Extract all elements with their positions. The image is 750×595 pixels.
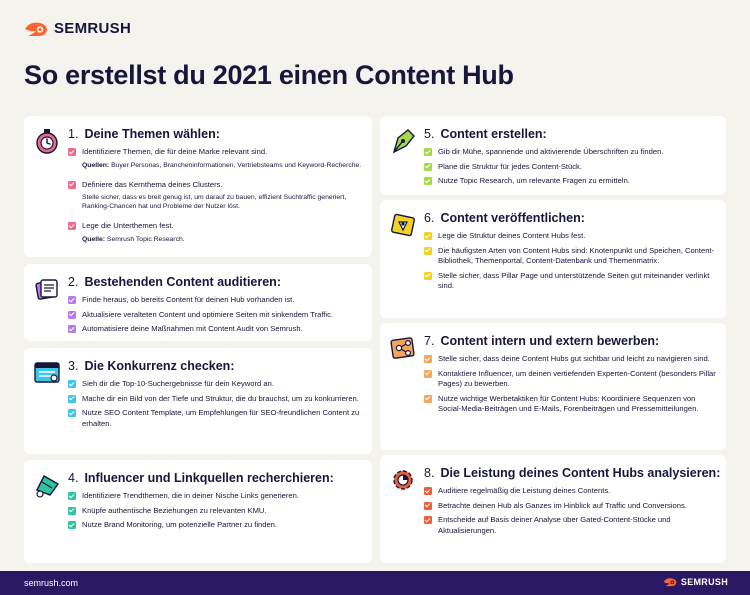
item-text: Sieh dir die Top-10-Suchergebnisse für dein Keyword an. — [82, 379, 274, 388]
checkbox-icon — [68, 296, 76, 304]
section-number: 1. — [68, 127, 79, 141]
checkbox-icon — [424, 232, 432, 240]
rocket-icon — [388, 210, 418, 240]
item-text: Mache dir ein Bild von der Tiefe und Struktur, die du brauchst, um zu konkurrieren. — [82, 393, 359, 403]
item-text: Plane die Struktur für jedes Content-Stück. — [438, 161, 582, 171]
semrush-wordmark: SEMRUSH — [54, 20, 132, 37]
semrush-flame-icon — [24, 21, 48, 37]
checkbox-icon — [424, 487, 432, 495]
megaphone-icon — [32, 470, 62, 500]
checkbox-icon — [68, 492, 76, 500]
section-title: Content veröffentlichen: — [440, 211, 585, 225]
checklist — [424, 354, 718, 419]
footer-url[interactable]: semrush.com — [24, 578, 79, 588]
checkbox-icon — [424, 395, 432, 403]
section-card-6 — [380, 200, 726, 318]
checkbox-icon — [68, 325, 76, 333]
item-text: Kontaktiere Influencer, um deinen vertiefenden Experten-Content (besonders Pillar Pages) zu bewerben. — [438, 368, 716, 388]
section-heading — [424, 466, 720, 480]
item-detail-label: Quellen: — [82, 161, 110, 169]
item-text: Knüpfe authentische Beziehungen zu relevanten KMU. — [82, 505, 267, 515]
section-number: 6. — [424, 211, 435, 225]
section-heading — [68, 359, 234, 373]
section-card-3 — [24, 348, 372, 454]
section-heading — [68, 127, 220, 141]
item-text: Auditiere regelmäßig die Leistung deines Contents. — [438, 486, 611, 495]
gear-chart-icon — [388, 465, 418, 495]
footer-logo — [663, 577, 728, 587]
item-text: Nutze Topic Research, um relevante Fragen zu ermitteln. — [438, 176, 630, 185]
footer-wordmark: SEMRUSH — [680, 577, 728, 587]
item-text: Definiere das Kernthema deines Clusters. — [82, 179, 223, 189]
section-card-7 — [380, 323, 726, 450]
checklist-item — [68, 408, 364, 429]
checklist-item — [424, 176, 718, 187]
checklist-item — [68, 324, 364, 335]
checklist-item — [68, 295, 364, 306]
section-title: Die Leistung deines Content Hubs analysieren: — [440, 466, 721, 480]
checkbox-icon — [424, 502, 432, 510]
section-title: Content erstellen: — [440, 127, 547, 141]
item-text: Identifiziere Trendthemen, die in deiner Nische Links generieren. — [82, 491, 299, 500]
section-card-2 — [24, 264, 372, 341]
item-text: Nutze Brand Monitoring, um potenzielle Partner zu finden. — [82, 520, 278, 529]
section-card-8 — [380, 455, 726, 563]
item-text: Lege die Unterthemen fest. — [82, 221, 174, 230]
section-number: 3. — [68, 359, 79, 373]
checkbox-icon — [424, 370, 432, 378]
checklist-item — [424, 369, 718, 390]
checkbox-icon — [424, 516, 432, 524]
section-number: 2. — [68, 275, 79, 289]
item-detail-text: Stelle sicher, dass es breit genug ist, um darauf zu bauen, effizient Suchtraffic generiert, Ranking-Chancen hat und Probleme der Nutzer löst. — [82, 194, 347, 210]
item-text: Finde heraus, ob bereits Content für deinen Hub vorhanden ist. — [82, 295, 295, 304]
semrush-flame-icon — [663, 577, 677, 587]
item-detail — [82, 235, 364, 244]
checkbox-icon — [68, 409, 76, 417]
section-heading — [424, 127, 547, 141]
browser-window-icon — [32, 358, 62, 388]
checklist-item — [68, 506, 364, 517]
item-text: Stelle sicher, dass deine Content Hubs gut sichtbar und leicht zu navigieren sind. — [438, 354, 710, 363]
item-detail-text: Semrush Topic Research. — [105, 235, 185, 243]
checklist — [68, 295, 364, 339]
checkbox-icon — [424, 163, 432, 171]
section-number: 5. — [424, 127, 435, 141]
item-text: Nutze wichtige Werbetaktiken für Content Hubs: Koordiniere Sequenzen von Social-Media-Beiträgen und E-Mails, Forenbeiträgen und Pressemitteilungen. — [438, 393, 699, 413]
checklist — [68, 491, 364, 535]
section-number: 8. — [424, 466, 435, 480]
section-card-1 — [24, 116, 372, 257]
checkbox-icon — [424, 177, 432, 185]
item-text: Lege die Struktur deines Content Hubs fest. — [438, 231, 586, 240]
checklist-item — [68, 394, 364, 405]
checklist-item — [424, 354, 718, 365]
checklist-item — [68, 520, 364, 531]
checklist-item — [424, 486, 718, 497]
checklist — [68, 147, 364, 248]
section-title: Content intern und extern bewerben: — [440, 334, 660, 348]
item-text: Gib dir Mühe, spannende und aktivierende Überschriften zu finden. — [438, 147, 664, 156]
item-text: Identifiziere Themen, die für deine Marke relevant sind. — [82, 147, 268, 156]
item-detail-text: Buyer Personas, Brancheninformationen, Vertriebsteams und Keyword-Recherche. — [109, 161, 362, 169]
checklist — [424, 231, 718, 296]
checklist-item — [68, 310, 364, 321]
section-title: Deine Themen wählen: — [84, 127, 220, 141]
checkbox-icon — [68, 395, 76, 403]
section-card-5 — [380, 116, 726, 195]
checklist — [68, 379, 364, 433]
document-stack-icon — [32, 274, 62, 304]
checkbox-icon — [68, 148, 76, 156]
section-number: 4. — [68, 471, 79, 485]
section-number: 7. — [424, 334, 435, 348]
checkbox-icon — [424, 355, 432, 363]
semrush-logo — [24, 20, 131, 37]
checklist-item — [424, 271, 718, 292]
section-title: Influencer und Linkquellen recherchieren: — [84, 471, 334, 485]
footer — [0, 571, 750, 595]
checklist-item — [68, 491, 364, 502]
pen-nib-icon — [388, 126, 418, 156]
checkbox-icon — [68, 222, 76, 230]
checkbox-icon — [424, 148, 432, 156]
checkbox-icon — [68, 380, 76, 388]
checkbox-icon — [68, 507, 76, 515]
checklist-item — [424, 501, 718, 512]
checklist — [424, 147, 718, 191]
checklist-item — [424, 231, 718, 242]
section-card-4 — [24, 460, 372, 563]
checklist-item — [68, 147, 364, 170]
stopwatch-icon — [32, 126, 62, 156]
section-title: Die Konkurrenz checken: — [84, 359, 235, 373]
section-heading — [68, 275, 281, 289]
checklist-item — [424, 394, 718, 415]
checkbox-icon — [68, 521, 76, 529]
checklist — [424, 486, 718, 540]
checkbox-icon — [424, 272, 432, 280]
checklist-item — [424, 162, 718, 173]
item-text: Die häufigsten Arten von Content Hubs sind: Knotenpunkt und Speichen, Content-Bibliothek, Themenportal, Content-Datenbank und Themenmatrix. — [438, 245, 715, 265]
item-text: Nutze SEO Content Template, um Empfehlungen für SEO-freundlichen Content zu erhalten. — [82, 408, 360, 428]
checklist-item — [424, 515, 718, 536]
item-text: Betrachte deinen Hub als Ganzes im Hinblick auf Traffic und Conversions. — [438, 500, 687, 510]
share-network-icon — [388, 333, 418, 363]
page-title: So erstellst du 2021 einen Content Hub — [24, 60, 514, 90]
section-heading — [68, 471, 334, 485]
checklist-item — [68, 221, 364, 244]
section-title: Bestehenden Content auditieren: — [84, 275, 281, 289]
item-text: Entscheide auf Basis deiner Analyse über Gated-Content-Stücke und Aktualisierungen. — [438, 515, 671, 535]
checkbox-icon — [68, 311, 76, 319]
checklist-item — [68, 180, 364, 212]
checkbox-icon — [68, 181, 76, 189]
checklist-item — [424, 147, 718, 158]
item-text: Automatisiere deine Maßnahmen mit Content Audit von Semrush. — [82, 324, 303, 333]
item-detail — [82, 193, 364, 211]
section-heading — [424, 334, 659, 348]
checklist-item — [424, 246, 718, 267]
item-detail-label: Quelle: — [82, 235, 106, 243]
section-heading — [424, 211, 585, 225]
item-detail — [82, 161, 364, 170]
item-text: Aktualisiere veralteten Content und optimiere Seiten mit sinkendem Traffic. — [82, 309, 334, 319]
checklist-item — [68, 379, 364, 390]
checkbox-icon — [424, 247, 432, 255]
item-text: Stelle sicher, dass Pillar Page und unterstützende Seiten gut miteinander verlinkt sind. — [438, 270, 710, 290]
